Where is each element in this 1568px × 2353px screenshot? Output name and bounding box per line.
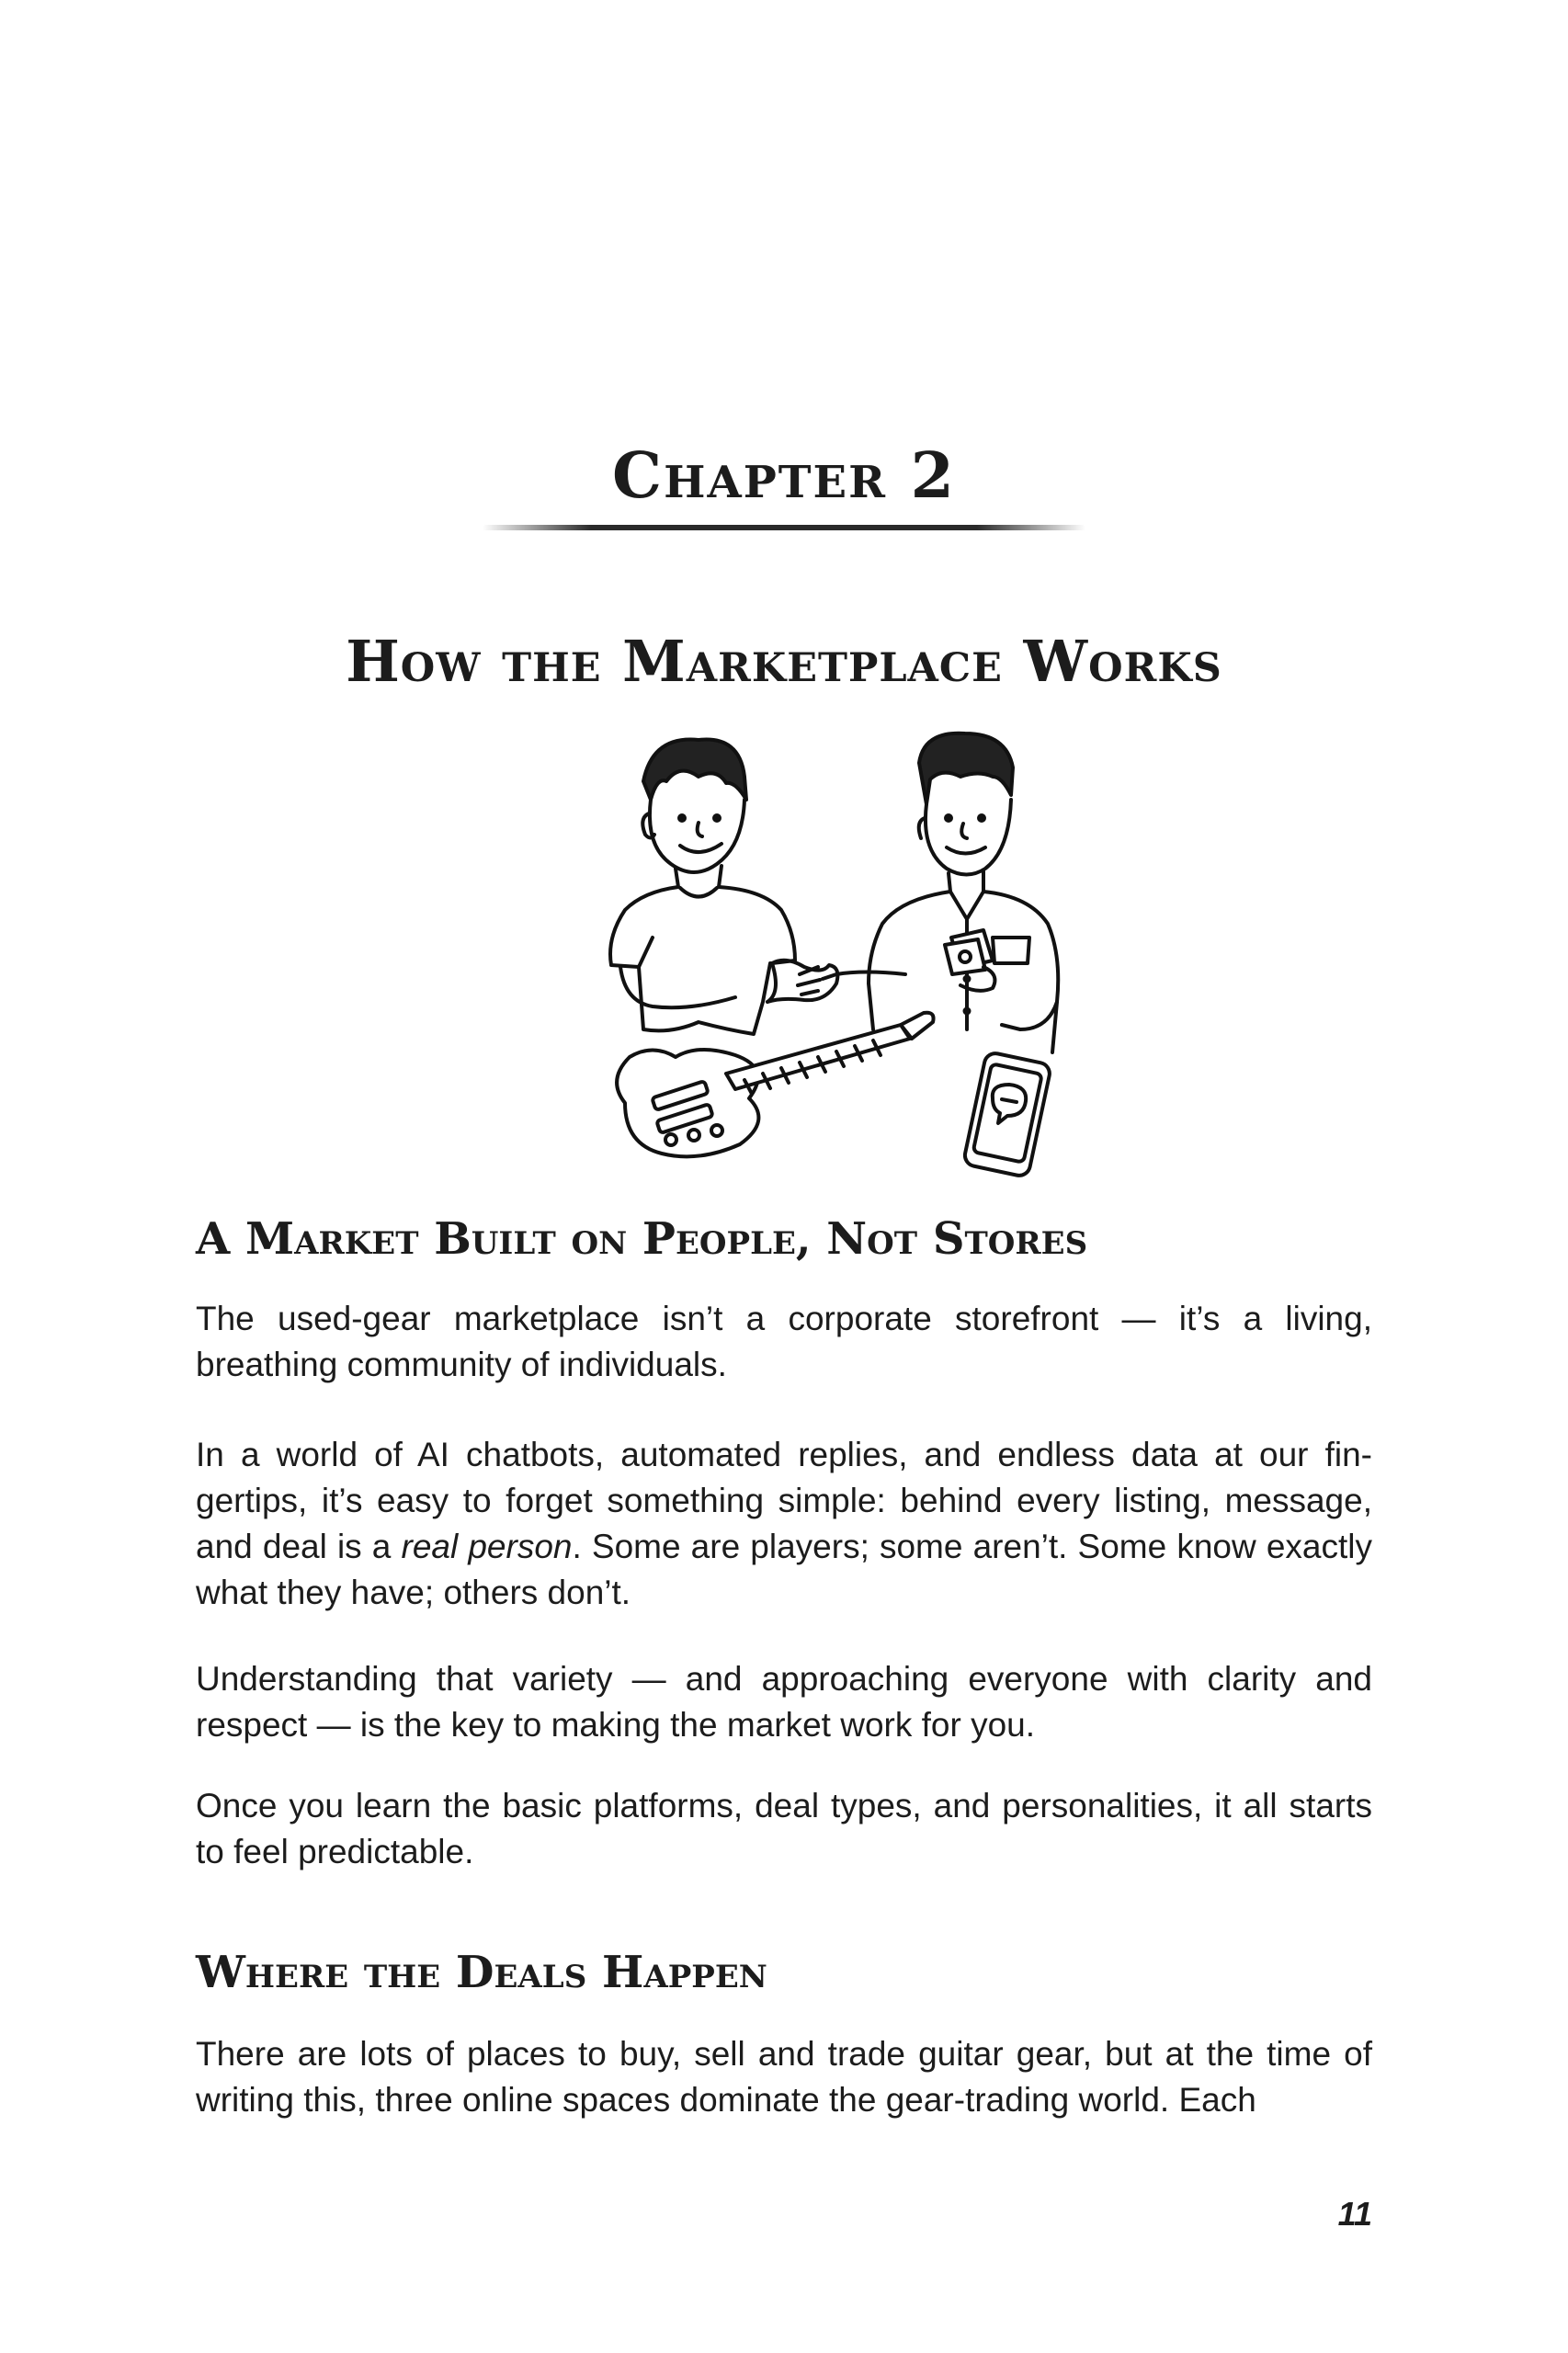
chapter-divider (483, 525, 1085, 530)
chapter-title: How the Marketplace Works (346, 628, 1222, 695)
section-heading: Where the Deals Happen (196, 1947, 767, 1998)
handshake-guitar-sale-illustration (588, 726, 1085, 1186)
handshake (767, 961, 837, 1002)
paragraph: The used-gear marketplace isn’t a corporate storefront — it’s a living, breathing community of individuals. (196, 1300, 1372, 1383)
chapter-number: Chapter 2 (612, 439, 956, 513)
emphasis-text: real person (401, 1528, 573, 1565)
seller-figure (823, 733, 1058, 1052)
paragraph: There are lots of places to buy, sell and trade guitar gear, but at the time of writing this, three online spaces dominate the gear-trading world. Each (196, 2035, 1372, 2119)
section-heading: A Market Built on People, Not Stores (196, 1213, 1088, 1265)
paragraph-text: In a world of AI chatbots, automated replies, and endless data at our fingertips, it’s easy to forget something simple: behind every listing, message, and deal is a (196, 1436, 1372, 1565)
page-number: 11 (1337, 2195, 1372, 2233)
buyer-figure (610, 740, 795, 1035)
paragraph: Understanding that variety — and approaching everyone with clarity and respect — is the key to making the market work for you. (196, 1660, 1372, 1744)
paragraph-text: . Some are players; some aren’t. Some know exactly what they have; others don’t. (196, 1528, 1373, 1611)
paragraph: Once you learn the basic platforms, deal types, and personalities, it all starts to feel predictable. (196, 1787, 1372, 1870)
guitar (617, 1013, 933, 1157)
paragraph (196, 1432, 1372, 1616)
phone-icon (963, 1051, 1051, 1177)
